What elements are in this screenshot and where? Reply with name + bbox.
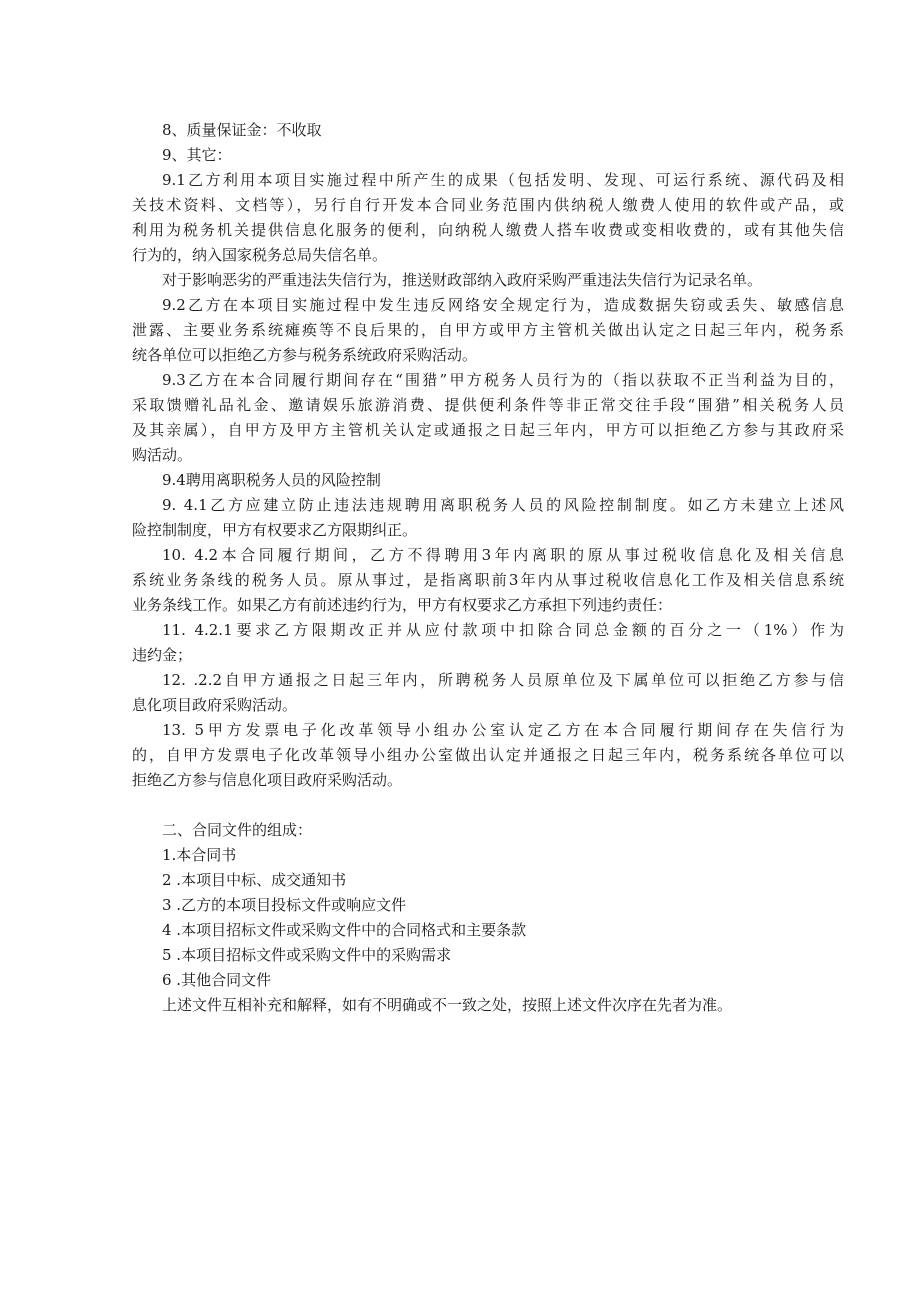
clause-9-1-line-4: 行为的，纳入国家税务总局失信名单。	[132, 246, 388, 264]
clause-9-2-line-1: 9.2乙方在本项目实施过程中发生违反网络安全规定行为，造成数据失窃或丢失、敏感信息	[162, 296, 844, 314]
clause-9-3-line-3: 及其亲属），自甲方及甲方主管机关认定或通报之日起三年内，甲方可以拒绝乙方参与其政府采	[132, 421, 844, 439]
clause-9-2-line-2: 泄露、主要业务系统瘫痪等不良后果的，自甲方或甲方主管机关做出认定之日起三年内，税务系	[132, 321, 844, 339]
clause-12-line-1: 12. .2.2自甲方通报之日起三年内，所聘税务人员原单位及下属单位可以拒绝乙方参与信	[162, 671, 844, 689]
doc-list-item-2: 2 .本项目中标、成交通知书	[162, 871, 347, 889]
clause-11-line-1: 11. 4.2.1要求乙方限期改正并从应付款项中扣除合同总金额的百分之一（1%）作为	[162, 621, 844, 639]
clause-9-1-line-3: 利用为税务机关提供信息化服务的便利，向纳税人缴费人搭车收费或变相收费的，或有其他失信	[132, 221, 844, 239]
section-2-heading: 二、合同文件的组成：	[162, 821, 313, 839]
doc-list-item-5: 5 .本项目招标文件或采购文件中的采购需求	[162, 946, 452, 964]
clause-9-1-severe-note: 对于影响恶劣的严重违法失信行为，推送财政部纳入政府采购严重违法失信行为记录名单。	[162, 271, 763, 289]
clause-8-quality-deposit: 8、质量保证金：不收取	[162, 121, 322, 139]
clause-13-line-2: 的，自甲方发票电子化改革领导小组办公室做出认定并通报之日起三年内，税务系统各单位可以	[132, 746, 844, 764]
clause-9-3-line-4: 购活动。	[132, 446, 193, 464]
doc-list-item-1: 1.本合同书	[162, 846, 237, 864]
clause-10-line-3: 业务条线工作。如果乙方有前述违约行为，甲方有权要求乙方承担下列违约责任：	[132, 596, 673, 614]
clause-9-other-heading: 9、其它：	[162, 146, 232, 164]
clause-10-line-2: 系统业务条线的税务人员。原从事过，是指离职前3年内从事过税收信息化工作及相关信息系统	[132, 571, 844, 589]
clause-9-1-line-1: 9.1乙方利用本项目实施过程中所产生的成果（包括发明、发现、可运行系统、源代码及相	[162, 171, 844, 189]
doc-list-item-3: 3 .乙方的本项目投标文件或响应文件	[162, 896, 407, 914]
clause-10-line-1: 10. 4.2本合同履行期间，乙方不得聘用3年内离职的原从事过税收信息化及相关信息	[162, 546, 844, 564]
clause-11-line-2: 违约金；	[132, 646, 193, 664]
clause-9-2-line-3: 统各单位可以拒绝乙方参与税务系统政府采购活动。	[132, 346, 478, 364]
clause-12-line-2: 息化项目政府采购活动。	[132, 696, 298, 714]
doc-list-item-4: 4 .本项目招标文件或采购文件中的合同格式和主要条款	[162, 921, 527, 939]
clause-9-4-heading: 9.4聘用离职税务人员的风险控制	[162, 471, 381, 489]
clause-9-1-line-2: 关技术资料、文档等），另行自行开发本合同业务范围内供纳税人缴费人使用的软件或产品，或	[132, 196, 844, 214]
clause-13-line-1: 13. 5甲方发票电子化改革领导小组办公室认定乙方在本合同履行期间存在失信行为	[162, 721, 844, 739]
doc-list-item-6: 6 .其他合同文件	[162, 971, 272, 989]
clause-9-4-1-line-2: 险控制制度，甲方有权要求乙方限期纠正。	[132, 521, 418, 539]
clause-13-line-3: 拒绝乙方参与信息化项目政府采购活动。	[132, 771, 403, 789]
clause-9-3-line-1: 9.3乙方在本合同履行期间存在“围猎”甲方税务人员行为的（指以获取不正当利益为目的，	[162, 371, 844, 389]
clause-9-3-line-2: 采取馈赠礼品礼金、邀请娱乐旅游消费、提供便利条件等非正常交往手段“围猎”相关税务人员	[132, 396, 844, 414]
clause-9-4-1-line-1: 9. 4.1乙方应建立防止违法违规聘用离职税务人员的风险控制制度。如乙方未建立上述风	[162, 496, 844, 514]
precedence-note: 上述文件互相补充和解释，如有不明确或不一致之处，按照上述文件次序在先者为准。	[162, 996, 733, 1014]
